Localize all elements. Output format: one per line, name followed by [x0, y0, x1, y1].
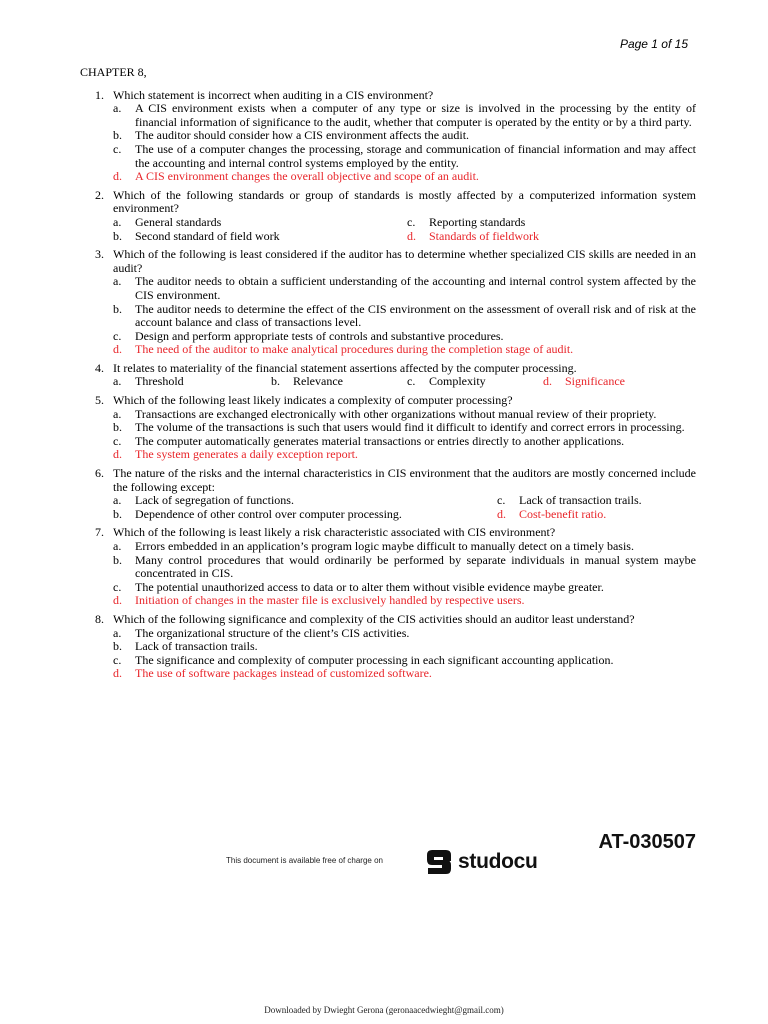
option-b [113, 508, 497, 522]
question-number: 8. [95, 611, 104, 626]
option-letter: a. [113, 406, 122, 421]
option-b [113, 421, 696, 435]
option-letter: b. [113, 420, 122, 435]
option-c [497, 494, 696, 508]
option-c [407, 216, 696, 230]
option-letter: c. [113, 141, 122, 156]
options-list [113, 216, 696, 243]
option-text: Relevance [293, 374, 343, 389]
option-letter: b. [113, 639, 122, 654]
question-2 [80, 189, 696, 243]
options-list [113, 408, 696, 462]
option-text: Complexity [429, 374, 486, 389]
option-text: Errors embedded in an application’s program logic maybe difficult to manually detect on a timely basis. [135, 539, 634, 553]
option-d-answer [543, 375, 696, 389]
option-letter: a. [113, 493, 122, 508]
option-text: Initiation of changes in the master file is exclusively handled by respective users. [135, 593, 525, 608]
question-5 [80, 394, 696, 462]
option-letter: c. [407, 374, 416, 389]
question-number: 1. [95, 87, 104, 102]
availability-note: This document is available free of charge on [226, 856, 383, 865]
option-a [113, 408, 696, 422]
question-text: Which of the following is least considered if the auditor has to determine whether specialized CIS skills are needed in an audit? [113, 247, 696, 275]
option-text: The need of the auditor to make analytical procedures during the completion stage of audit. [135, 342, 574, 357]
option-letter: c. [113, 328, 122, 343]
option-text: Reporting standards [429, 214, 526, 229]
option-letter: a. [113, 539, 122, 553]
option-letter: c. [497, 493, 506, 508]
option-a [113, 102, 696, 129]
option-b [271, 375, 407, 389]
question-text: The nature of the risks and the internal characteristics in CIS environment that the auditors are mostly concerned include the following except: [113, 466, 696, 494]
option-c [113, 330, 696, 344]
option-a [113, 275, 696, 302]
question-number: 4. [95, 360, 104, 375]
studocu-logo-icon [424, 848, 454, 876]
option-text: The volume of the transactions is such that users would find it difficult to identify and correct errors in processing. [135, 420, 685, 435]
option-b [113, 230, 407, 244]
question-text: Which of the following is least likely a risk characteristic associated with CIS environment? [113, 525, 556, 540]
question-number: 3. [95, 247, 104, 262]
option-letter: b. [113, 301, 122, 316]
option-a [113, 375, 271, 389]
option-d-answer [113, 170, 696, 184]
option-letter: a. [113, 274, 122, 289]
option-text: Cost-benefit ratio. [519, 506, 607, 521]
option-letter: d. [113, 666, 122, 681]
question-text: Which of the following standards or group of standards is mostly affected by a computerized information system environment? [113, 187, 696, 216]
option-letter: c. [113, 433, 122, 448]
page-number: Page 1 of 15 [619, 37, 688, 51]
option-d-answer [113, 343, 696, 357]
question-text: Which of the following least likely indicates a complexity of computer processing? [113, 393, 513, 408]
question-6 [80, 467, 696, 521]
option-text: The auditor should consider how a CIS environment affects the audit. [135, 128, 470, 143]
option-letter: d. [113, 342, 122, 357]
question-number: 2. [95, 187, 104, 202]
option-d-answer [113, 667, 696, 681]
options-list [113, 540, 696, 608]
question-number: 6. [95, 466, 104, 481]
option-b [113, 640, 696, 654]
option-letter: b. [113, 228, 122, 243]
option-c [407, 375, 543, 389]
option-letter: b. [113, 552, 122, 567]
option-letter: b. [271, 374, 280, 389]
option-b [113, 303, 696, 330]
option-a [113, 540, 696, 554]
option-letter: b. [113, 506, 122, 521]
option-text: Lack of segregation of functions. [135, 493, 294, 508]
option-letter: c. [113, 579, 122, 594]
option-text: Threshold [135, 374, 184, 389]
option-text: Many control procedures that would ordinarily be performed by separate individuals in manual system maybe concentrated in CIS. [135, 552, 696, 581]
option-text: The significance and complexity of computer processing in each significant accounting application. [135, 652, 614, 667]
options-list [113, 275, 696, 357]
option-text: A CIS environment changes the overall objective and scope of an audit. [135, 169, 479, 184]
option-letter: c. [113, 652, 122, 667]
option-a [113, 627, 696, 641]
option-text: The auditor needs to obtain a sufficient understanding of the accounting and internal control system affected by the CIS environment. [135, 274, 696, 302]
option-text: A CIS environment exists when a computer of any type or size is involved in the processing by the entity of financial information of significance to the audit, whether that computer is operated by the entity or by a third party. [135, 101, 696, 129]
options-list [113, 102, 696, 184]
document-code: AT-030507 [598, 831, 696, 853]
option-text: Standards of fieldwork [429, 228, 539, 243]
option-letter: d. [543, 374, 552, 389]
option-text: The system generates a daily exception report. [135, 447, 358, 462]
option-text: General standards [135, 214, 222, 229]
question-3 [80, 248, 696, 357]
option-d-answer [407, 230, 696, 244]
option-text: Transactions are exchanged electronically with other organizations without manual review of their propriety. [135, 406, 657, 421]
option-letter: d. [497, 506, 506, 521]
option-b [113, 554, 696, 581]
chapter-heading: CHAPTER 8, [80, 65, 147, 79]
document-content [80, 66, 696, 686]
question-7 [80, 526, 696, 608]
question-number: 5. [95, 393, 104, 408]
option-text: The potential unauthorized access to data or to alter them without visible evidence maybe greater. [135, 579, 604, 594]
option-d-answer [113, 448, 696, 462]
option-text: Significance [565, 374, 625, 389]
option-text: The use of a computer changes the processing, storage and communication of financial information and may affect the accounting and internal control systems employed by the entity. [135, 141, 696, 170]
option-text: The use of software packages instead of customized software. [135, 666, 432, 681]
option-letter: b. [113, 128, 122, 143]
downloaded-by-note: Downloaded by Dwieght Gerona (geronaacedwieght@gmail.com) [264, 1005, 504, 1015]
option-text: The organizational structure of the client’s CIS activities. [135, 625, 410, 640]
question-1 [80, 89, 696, 184]
option-d-answer [497, 508, 696, 522]
option-letter: c. [407, 214, 416, 229]
option-d-answer [113, 594, 696, 608]
option-c [113, 435, 696, 449]
option-letter: d. [407, 228, 416, 243]
option-text: Second standard of field work [135, 228, 280, 243]
question-8 [80, 613, 696, 681]
studocu-wordmark: studocu [458, 850, 538, 873]
options-list [113, 375, 696, 389]
option-letter: a. [113, 214, 122, 229]
option-c [113, 143, 696, 170]
question-text: Which of the following significance and complexity of the CIS activities should an auditor least understand? [113, 611, 635, 626]
question-text: It relates to materiality of the financial statement assertions affected by the computer processing. [113, 360, 577, 375]
option-c [113, 654, 696, 668]
option-text: Dependence of other control over computer processing. [135, 506, 402, 521]
option-letter: d. [113, 447, 122, 462]
option-text: Design and perform appropriate tests of controls and substantive procedures. [135, 328, 504, 343]
option-a [113, 494, 497, 508]
option-text: The computer automatically generates material transactions or entries directly to another applications. [135, 433, 625, 448]
option-text: The auditor needs to determine the effect of the CIS environment on the assessment of overall risk and of risk at the account balance and class of transactions level. [135, 301, 696, 330]
option-text: Lack of transaction trails. [135, 639, 258, 654]
option-letter: a. [113, 625, 122, 640]
option-a [113, 216, 407, 230]
option-letter: d. [113, 169, 122, 184]
option-c [113, 581, 696, 595]
options-list [113, 627, 696, 681]
option-letter: a. [113, 374, 122, 389]
option-letter: d. [113, 593, 122, 608]
question-number: 7. [95, 525, 104, 540]
options-list [113, 494, 696, 521]
option-text: Lack of transaction trails. [519, 493, 642, 508]
question-text: Which statement is incorrect when auditing in a CIS environment? [113, 87, 434, 102]
option-letter: a. [113, 101, 122, 116]
question-4 [80, 362, 696, 389]
studocu-brand-link[interactable] [424, 848, 538, 876]
option-b [113, 129, 696, 143]
